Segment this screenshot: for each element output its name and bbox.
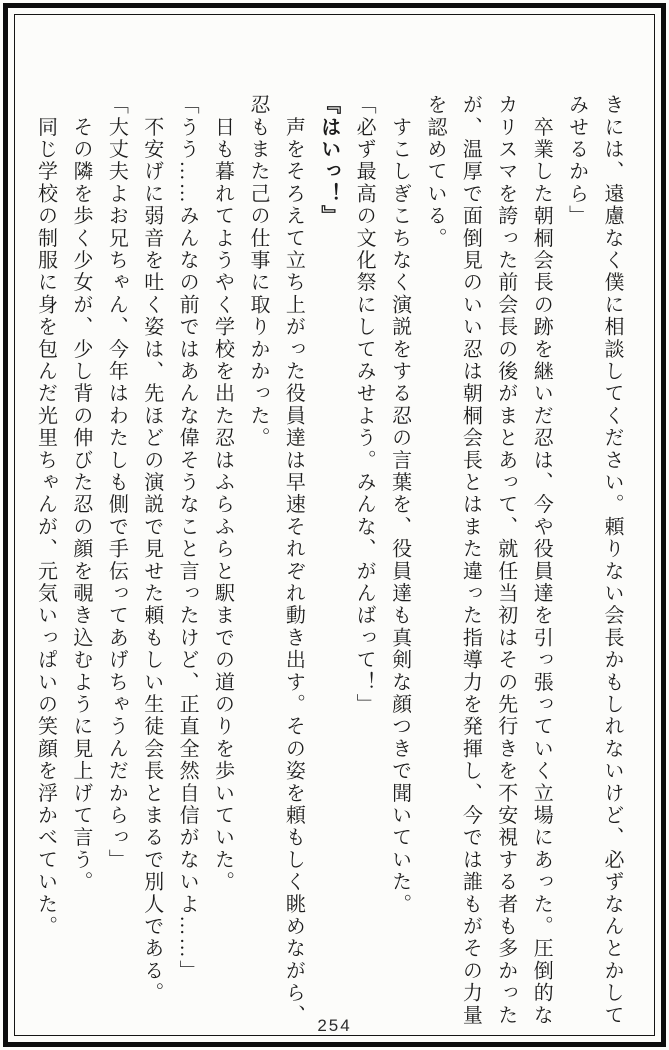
paragraph: すこしぎこちなく演説をする忍の言葉を、役員達も真剣な顔つきで聞いていた。: [388, 94, 411, 916]
paragraph: 日も暮れてようやく学校を出た忍はふらふらと駅までの道のりを歩いていた。: [211, 94, 234, 894]
paragraph: 不安げに弱音を吐く姿は、先ほどの演説で見せた頼もしい生徒会長とまるで別人である。: [140, 94, 163, 1005]
paragraph: 同じ学校の制服に身を包んだ光里ちゃんが、元気いっぱいの笑顔を浮かべていた。: [34, 94, 57, 938]
paragraph: 「大丈夫よお兄ちゃん、今年はわたしも側で手伝ってあげちゃうんだからっ」: [105, 94, 128, 871]
paragraph-emphasis: 『はいっ！』: [317, 94, 340, 228]
paragraph: 「うう……みんなの前ではあんな偉そうなこと言ったけど、正直全然自信がないよ……」: [176, 94, 199, 982]
paragraph: きには、遠慮なく僕に相談してください。頼りない会長かもしれないけど、必ずなんとかしてみせるから」: [565, 94, 623, 1027]
paragraph: 声をそろえて立ち上がった役員達は早速それぞれ動き出す。その姿を頼もしく眺めながら、忍もまた己の仕事に取りかかった。: [246, 94, 305, 1027]
paragraph: その隣を歩く少女が、少し背の伸びた忍の顔を覗き込むように見上げて言う。: [69, 94, 92, 894]
page-number: 254: [317, 1016, 352, 1035]
paragraph: 卒業した朝桐会長の跡を継いだ忍は、今や役員達を引っ張っていく立場にあった。圧倒的なカリスマを誇った前会長の後がまとあって、就任当初はその先行きを不安視する者も多かったが、温厚で面倒見のいい忍は朝桐会長とはまた違った指導力を発揮し、今では誰もがその力量を認めている。: [423, 94, 553, 1027]
paragraph: 「必ず最高の文化祭にしてみせよう。みんな、がんばって！」: [353, 94, 376, 716]
page-text-body: [27, 94, 629, 1034]
